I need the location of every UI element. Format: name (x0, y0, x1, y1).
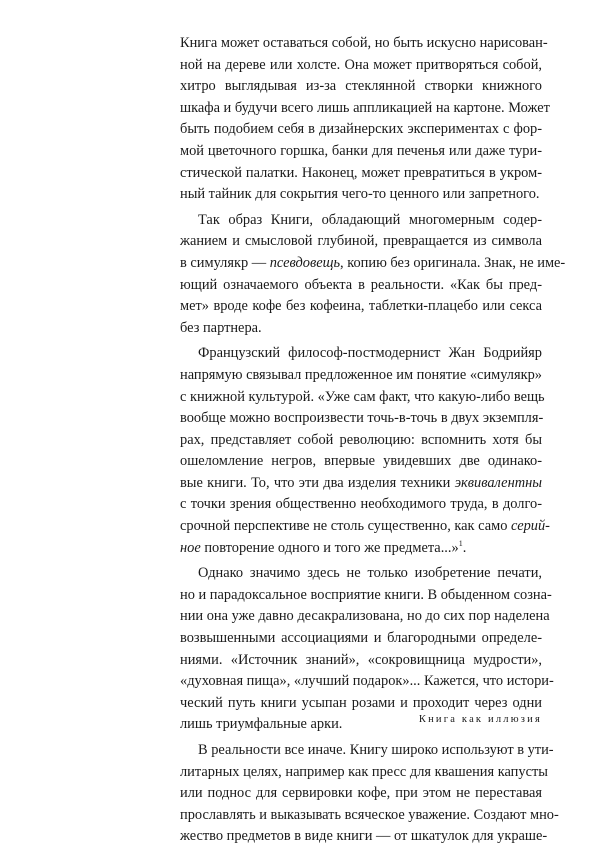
text-run: шкафа и будучи всего лишь аппликацией на картоне. Может (180, 99, 550, 116)
italic-text: серий- (511, 518, 550, 535)
text-run: но и парадоксальное восприятие книги. В обыденном созна- (180, 586, 552, 603)
text-line (180, 253, 566, 275)
text-run: «духовная пища», «лучший подарок»... Кажется, что истори- (180, 673, 554, 690)
text-line (180, 783, 542, 805)
text-run: хитро выглядывая из-за стеклянной створки книжного (180, 78, 542, 95)
text-run: нии она уже давно десакрализована, но до сих пор наделена (180, 608, 550, 625)
text-line (180, 585, 552, 607)
text-run: Французский философ-постмодернист Жан Бодрийяр (198, 345, 542, 362)
text-run: рах, представляет собой революцию: вспомнить хотя бы (180, 431, 542, 448)
text-line (180, 516, 550, 538)
text-run: быть подобием себя в дизайнерских экспериментах с фор- (180, 121, 542, 138)
text-line (180, 563, 542, 585)
text-run: или поднос для сервировки кофе, при этом не переставая (180, 785, 542, 802)
text-run: лишь триумфальные арки. (180, 716, 343, 733)
text-run: мет» вроде кофе без кофеина, таблетки-плацебо или секса (180, 298, 542, 315)
text-run: срочной перспективе не столь существенно, как само (180, 518, 511, 535)
text-run: . (462, 539, 467, 556)
text-line (180, 318, 542, 340)
text-line (180, 119, 542, 141)
text-run: ошеломление негров, впервые увидевших две одинако- (180, 453, 542, 470)
text-line (180, 494, 542, 516)
text-line (180, 231, 542, 253)
text-line (180, 538, 542, 560)
text-run: прославлять и выказывать всяческое уважение. Создают мно- (180, 806, 559, 823)
text-line (180, 671, 554, 693)
text-line (180, 55, 542, 77)
text-line (180, 451, 542, 473)
text-run: В реальности все иначе. Книгу широко используют в ути- (198, 742, 554, 758)
text-line (180, 141, 542, 163)
text-line (180, 473, 542, 495)
text-line (180, 296, 542, 318)
body-text (180, 33, 566, 848)
text-line (180, 33, 548, 55)
text-run: ческий путь книги усыпан розами и проходит через одни (180, 694, 542, 711)
text-line (180, 210, 542, 232)
text-run: жество предметов в виде книги — от шкатулок для украше- (180, 828, 548, 845)
text-line (180, 693, 542, 715)
text-run: Однако значимо здесь не только изобретение печати, (198, 565, 542, 582)
text-line (180, 826, 548, 848)
text-run: повторение одного и того же предмета...» (200, 539, 459, 556)
text-run: с точки зрения общественно необходимого труда, в долго- (180, 496, 542, 513)
text-line (180, 606, 550, 628)
text-run: ной на дереве или холсте. Она может притворяться собой, (180, 56, 542, 73)
text-run: напрямую связывал предложенное им понятие «симулякр» (180, 366, 542, 383)
running-head: Книга как иллюзия (418, 714, 542, 725)
italic-text: псевдовещь (269, 254, 341, 271)
text-line (180, 343, 542, 365)
text-line (180, 762, 548, 784)
text-run: ный тайник для сокрытия чего-то ценного или запретного. (180, 186, 540, 203)
text-run: жанием и смысловой глубиной, превращается из символа (180, 233, 542, 250)
text-run: ющий означаемого объекта в реальности. «Как бы пред- (180, 276, 542, 293)
text-line (180, 408, 542, 430)
text-run: Книга может оставаться собой, но быть искусно нарисован- (180, 35, 548, 51)
text-line (180, 184, 542, 206)
text-run: вообще можно воспроизвести точь-в-точь в двух экземпля- (180, 410, 544, 427)
text-line (180, 98, 550, 120)
text-run: без партнера. (180, 319, 262, 336)
text-run: Так образ Книги, обладающий многомерным содер- (198, 211, 542, 228)
text-run: возвышенными ассоциациями и благородными определе- (180, 630, 542, 647)
text-run: в симулякр — (180, 254, 270, 271)
text-run: с книжной культурой. «Уже сам факт, что какую-либо вещь (180, 388, 545, 405)
text-line (180, 365, 542, 387)
text-run: вые книги. То, что эти два изделия техники (180, 474, 455, 491)
text-line (180, 650, 542, 672)
text-line (180, 740, 554, 762)
text-line (180, 387, 545, 409)
text-run: , копию без оригинала. Знак, не име- (340, 254, 566, 271)
text-line (180, 275, 542, 297)
text-line (180, 628, 542, 650)
text-run: литарных целях, например как пресс для квашения капусты (180, 763, 548, 780)
text-line (180, 805, 559, 827)
italic-text: ное (180, 539, 201, 556)
text-run: стической палатки. Наконец, может превратиться в укром- (180, 164, 542, 181)
italic-text: эквивалентны (454, 474, 542, 491)
text-line (180, 430, 542, 452)
text-line (180, 163, 542, 185)
footnote-marker: 1 (458, 538, 463, 548)
text-line (180, 76, 542, 98)
text-run: мой цветочного горшка, банки для печенья или даже тури- (180, 142, 542, 159)
text-run: ниями. «Источник знаний», «сокровищница мудрости», (180, 651, 542, 668)
